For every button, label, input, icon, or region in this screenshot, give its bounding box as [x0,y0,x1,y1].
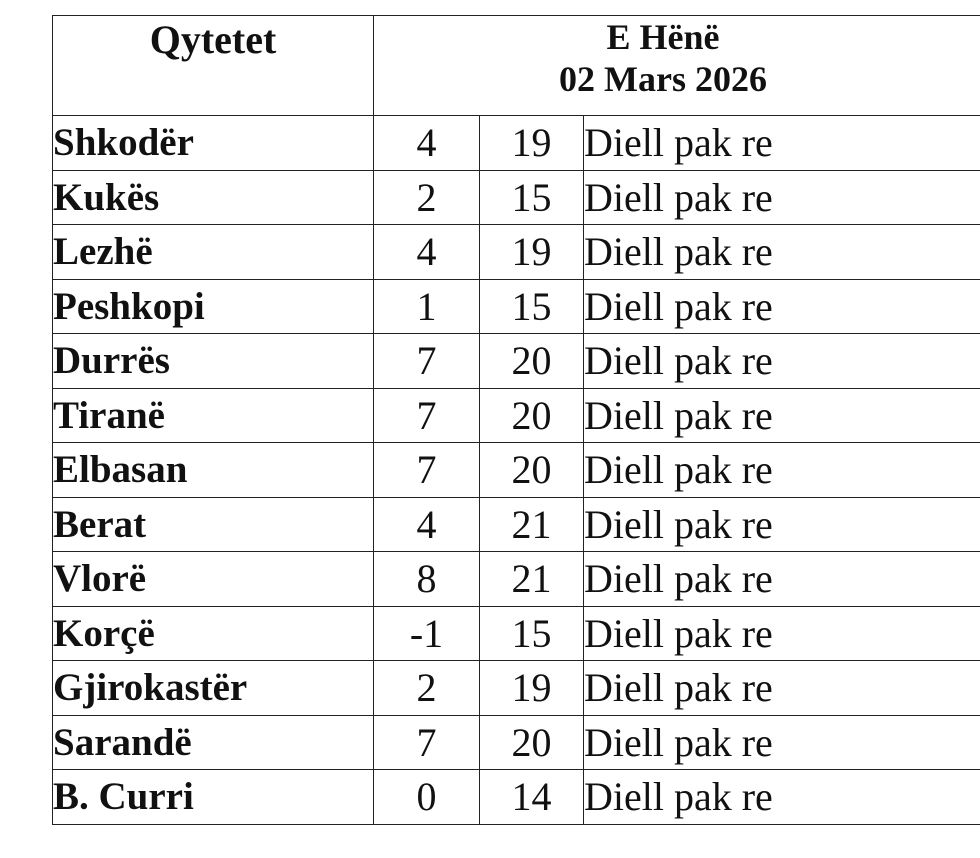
max-temp: 20 [480,334,584,389]
table-row [53,497,980,552]
date-label: 02 Mars 2026 [559,59,767,99]
city-name: Lezhë [53,225,374,280]
weather-description: Diell pak re [584,334,980,389]
table-row [53,279,980,334]
min-temp: 7 [374,443,480,498]
table-row [53,388,980,443]
table-row [53,170,980,225]
weather-description: Diell pak re [584,715,980,770]
city-name: B. Curri [53,770,374,825]
table-row [53,443,980,498]
weather-description: Diell pak re [584,606,980,661]
city-name: Sarandë [53,715,374,770]
max-temp: 20 [480,443,584,498]
min-temp: 0 [374,770,480,825]
max-temp: 19 [480,116,584,171]
weather-description: Diell pak re [584,552,980,607]
min-temp: 4 [374,225,480,280]
weather-description: Diell pak re [584,170,980,225]
max-temp: 14 [480,770,584,825]
table-row [53,116,980,171]
header-row [53,16,980,116]
weather-description: Diell pak re [584,443,980,498]
table-row [53,552,980,607]
weather-description: Diell pak re [584,770,980,825]
city-name: Shkodër [53,116,374,171]
min-temp: 8 [374,552,480,607]
forecast-rows [53,116,980,825]
city-name: Elbasan [53,443,374,498]
city-name: Tiranë [53,388,374,443]
min-temp: 7 [374,388,480,443]
min-temp: 2 [374,661,480,716]
weather-description: Diell pak re [584,279,980,334]
max-temp: 15 [480,279,584,334]
max-temp: 15 [480,170,584,225]
date-header [374,16,980,116]
cities-header: Qytetet [53,16,374,116]
table-row [53,770,980,825]
weather-forecast-table [52,15,980,825]
min-temp: 7 [374,334,480,389]
table-row [53,606,980,661]
max-temp: 21 [480,497,584,552]
max-temp: 20 [480,715,584,770]
max-temp: 21 [480,552,584,607]
city-name: Gjirokastër [53,661,374,716]
weather-description: Diell pak re [584,497,980,552]
table-row [53,715,980,770]
day-label: E Hënë [606,17,720,57]
city-name: Vlorë [53,552,374,607]
city-name: Durrës [53,334,374,389]
city-name: Kukës [53,170,374,225]
table-row [53,334,980,389]
min-temp: 4 [374,497,480,552]
weather-description: Diell pak re [584,388,980,443]
weather-description: Diell pak re [584,116,980,171]
min-temp: 4 [374,116,480,171]
city-name: Berat [53,497,374,552]
min-temp: 1 [374,279,480,334]
min-temp: -1 [374,606,480,661]
max-temp: 19 [480,661,584,716]
max-temp: 15 [480,606,584,661]
min-temp: 7 [374,715,480,770]
city-name: Korçë [53,606,374,661]
table-row [53,661,980,716]
max-temp: 20 [480,388,584,443]
max-temp: 19 [480,225,584,280]
min-temp: 2 [374,170,480,225]
table-row [53,225,980,280]
weather-description: Diell pak re [584,661,980,716]
city-name: Peshkopi [53,279,374,334]
weather-description: Diell pak re [584,225,980,280]
